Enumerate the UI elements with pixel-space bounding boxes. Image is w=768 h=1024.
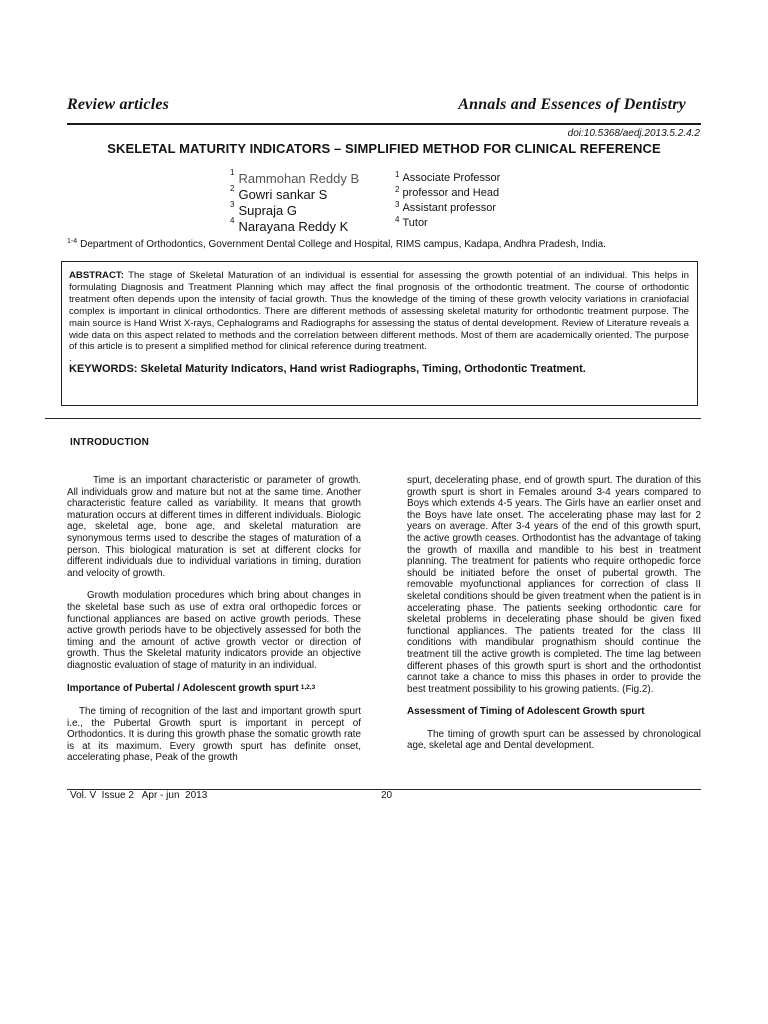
subheading-text: Importance of Pubertal / Adolescent growth spurt	[67, 682, 299, 694]
affiliation-number: 4	[395, 215, 400, 224]
abstract-label: ABSTRACT:	[69, 270, 124, 281]
affiliation-item	[395, 172, 500, 187]
journal-name: Annals and Essences of Dentistry	[458, 96, 686, 113]
subheading-pubertal-growth	[67, 683, 361, 695]
intro-paragraph-5: The timing of growth spurt can be assessed by chronological age, skeletal age and Dental development.	[407, 728, 701, 752]
affiliation-number: 3	[395, 200, 400, 209]
left-column	[67, 475, 361, 764]
doi-text: doi:10.5368/aedj.2013.5.2.4.2	[567, 128, 700, 139]
author-item	[230, 186, 359, 202]
affiliation-text: Assistant professor	[402, 202, 496, 214]
affiliation-text: Associate Professor	[402, 172, 501, 184]
author-name: Rammohan Reddy B	[238, 171, 360, 186]
header-rule	[67, 123, 701, 125]
abstract-dot: .	[69, 353, 72, 364]
author-number: 1	[230, 168, 235, 177]
author-number: 4	[230, 216, 235, 225]
intro-paragraph-4: spurt, decelerating phase, end of growth spurt. The duration of this growth spurt is short in Females around 3-4 years compared to Boys which extends 4-5 years. The Girls have an earlier onset and the Boys have late onset. The accelerating phase may last for 2 years on average. After 3-4 years of the end of this growth spurt, the active growth ceases. Orthodontist has the advantage of taking the growth of maxilla and mandible to his best in treatment planning. The treatment for patients who require orthopedic force should be initiated before the onset of pubertal growth. The removable myofunctional appliances for correction of class II skeletal conditions should be given treatment when the patient is in accelerating phase. The patients seeking orthodontic care for skeletal problems in decelerating phase should be given fixed functional appliances. The patients treated for the class III conditions with mandibular prognathism should continue the treatment till the active growth is completed. The time lag between different phases of this growth spurt is short and the orthodontist cannot take a chance to miss this phases in order to provide the best treatment possibility to his growing patients. (Fig.2).	[407, 475, 701, 695]
affiliation-list	[395, 172, 500, 232]
author-item	[230, 202, 359, 218]
intro-paragraph-3: The timing of recognition of the last and important growth spurt i.e., the Pubertal Growth spurt is important in percept of Orthodontics. It is during this growth phase the somatic growth rate is at its maximum. Every growth spurt has definite onset, accelerating phase, Peak of the growth	[67, 706, 361, 764]
subheading-assessment: Assessment of Timing of Adolescent Growth spurt	[407, 706, 645, 718]
section-rule	[45, 418, 701, 419]
affiliation-number: 1	[395, 170, 400, 179]
right-column	[407, 475, 701, 752]
journal-section-label: Review articles	[67, 96, 170, 113]
author-name: Narayana Reddy K	[238, 219, 349, 234]
affiliation-number: 2	[395, 185, 400, 194]
author-item	[230, 218, 359, 234]
abstract-box	[61, 261, 698, 406]
introduction-heading: INTRODUCTION	[70, 437, 150, 448]
intro-paragraph-2: Growth modulation procedures which bring about changes in the skeletal base such as use of extra oral orthopedic forces or functional appliances are based on active growth periods. These active growth periods have to be objectively assessed for both the timing and the amount of active growth vector or direction of growth. Thus the Skeletal maturity indicators provide an objective diagnostic evaluation of stage of maturity in an individual.	[67, 590, 361, 671]
affiliation-item	[395, 187, 500, 202]
author-item	[230, 170, 359, 186]
keywords-line: KEYWORDS: Skeletal Maturity Indicators, Hand wrist Radiographs, Timing, Orthodontic Treatment.	[69, 363, 586, 376]
abstract-text: The stage of Skeletal Maturation of an individual is essential for assessing the growth potential of an individual. This helps in formulating Diagnosis and Treatment Planning which may affect the final prognosis of the orthodontic treatment. The course of orthodontic treatment often depends upon the intensity of facial growth. Thus the knowledge of the timing of these growth velocity variations in craniofacial complex is important in clinical orthodontics. There are different methods of assessing skeletal maturity for orthodontic treatment purpose. The main source is Hand Wrist X-rays, Cephalograms and Radiographs for assessing the status of dental development. Review of Literature reveals a wide data on this aspect related to methods and the correlation between different methods. Most of them are academically oriented. The purpose of this article is to present a simplified method for clinical reference during treatment.	[69, 270, 689, 353]
author-name: Gowri sankar S	[238, 187, 328, 202]
department-line	[67, 239, 606, 250]
author-list	[230, 170, 359, 234]
affiliation-item	[395, 202, 500, 217]
abstract-paragraph	[69, 270, 689, 353]
department-number: 1-4	[67, 238, 78, 245]
article-title: SKELETAL MATURITY INDICATORS – SIMPLIFIED METHOD FOR CLINICAL REFERENCE	[107, 141, 661, 156]
author-number: 2	[230, 184, 235, 193]
affiliation-text: Tutor	[402, 217, 428, 229]
reference-superscript: 1,2,3	[300, 683, 316, 691]
author-number: 3	[230, 200, 235, 209]
intro-paragraph-1: Time is an important characteristic or parameter of growth. All individuals grow and mature but not at the same time. Another characteristic feature called as variability. It means that growth maturation occurs at different times in different individuals. Biologic age, skeletal age, bone age, and skeletal maturation are synonymous terms used to describe the stages of maturation of a person. This biological maturation is set at different clocks for different individuals due to individual variations in timing, duration and velocity of growth.	[67, 475, 361, 579]
department-text: Department of Orthodontics, Government Dental College and Hospital, RIMS campus, Kadapa, Andhra Pradesh, India.	[80, 239, 606, 250]
affiliation-item	[395, 217, 500, 232]
page-number: 20	[381, 790, 393, 801]
volume-issue: Vol. V Issue 2 Apr - jun 2013	[70, 790, 208, 801]
author-name: Supraja G	[238, 203, 297, 218]
affiliation-text: professor and Head	[402, 187, 500, 199]
